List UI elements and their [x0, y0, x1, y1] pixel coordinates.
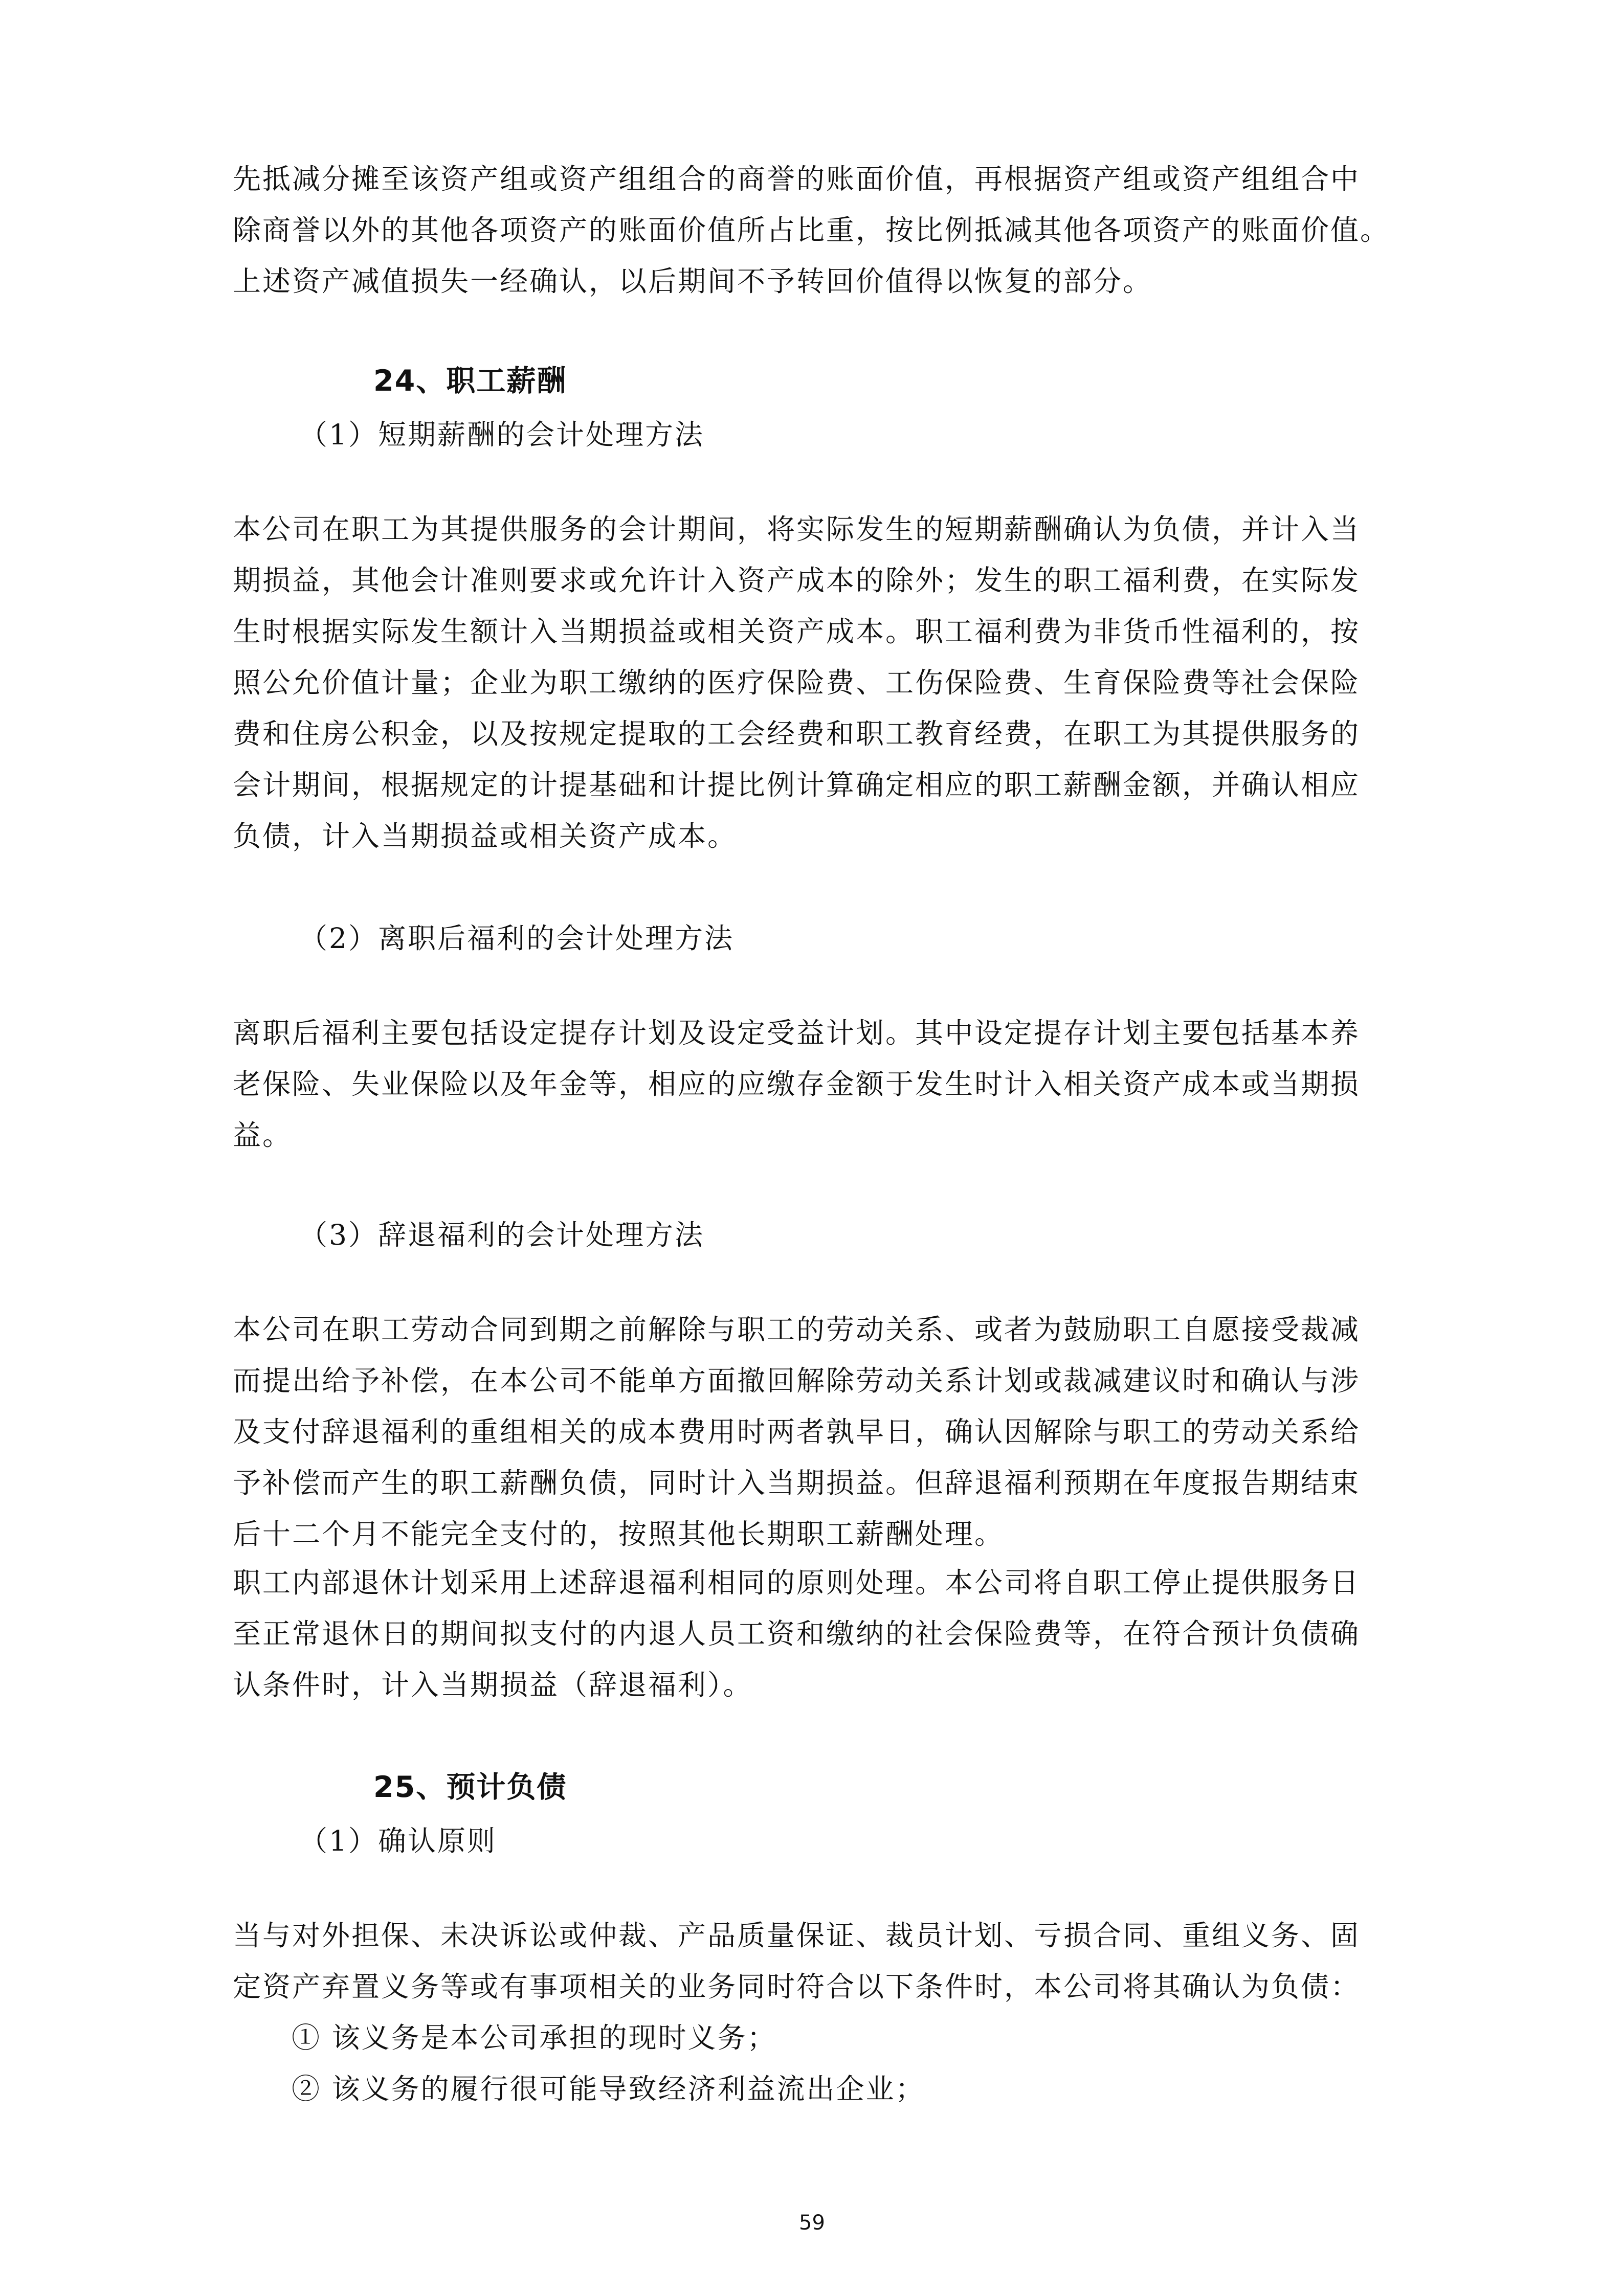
paragraph-line: 老保险、失业保险以及年金等，相应的应缴存金额于发生时计入相关资产成本或当期损 — [233, 1068, 1361, 1100]
intro-line: 上述资产减值损失一经确认，以后期间不予转回价值得以恢复的部分。 — [233, 265, 1153, 298]
paragraph-line: 益。 — [233, 1119, 293, 1152]
section-24-sub-3: （3）辞退福利的会计处理方法 — [299, 1219, 704, 1251]
list-item: ① 该义务是本公司承担的现时义务； — [292, 2021, 777, 2054]
list-item: ② 该义务的履行很可能导致经济利益流出企业； — [292, 2073, 925, 2105]
paragraph-line: 费和住房公积金，以及按规定提取的工会经费和职工教育经费，在职工为其提供服务的 — [233, 717, 1361, 750]
paragraph-line: 照公允价值计量；企业为职工缴纳的医疗保险费、工伤保险费、生育保险费等社会保险 — [233, 666, 1361, 699]
section-24-sub-2: （2）离职后福利的会计处理方法 — [299, 922, 734, 955]
paragraph-line: 认条件时，计入当期损益（辞退福利）。 — [233, 1669, 753, 1701]
page-number: 59 — [799, 2211, 825, 2235]
paragraph-line: 至正常退休日的期间拟支付的内退人员工资和缴纳的社会保险费等，在符合预计负债确 — [233, 1617, 1361, 1650]
paragraph-line: 予补偿而产生的职工薪酬负债，同时计入当期损益。但辞退福利预期在年度报告期结束 — [233, 1467, 1361, 1499]
section-25-heading: 25、预计负债 — [373, 1770, 567, 1804]
paragraph-line: 定资产弃置义务等或有事项相关的业务同时符合以下条件时，本公司将其确认为负债： — [233, 1970, 1361, 2003]
paragraph-line: 离职后福利主要包括设定提存计划及设定受益计划。其中设定提存计划主要包括基本养 — [233, 1017, 1361, 1049]
paragraph-line: 本公司在职工为其提供服务的会计期间，将实际发生的短期薪酬确认为负债，并计入当 — [233, 513, 1361, 546]
paragraph-line: 而提出给予补偿，在本公司不能单方面撤回解除劳动关系计划或裁减建议时和确认与涉 — [233, 1364, 1361, 1397]
paragraph-line: 生时根据实际发生额计入当期损益或相关资产成本。职工福利费为非货币性福利的，按 — [233, 615, 1361, 648]
paragraph-line: 及支付辞退福利的重组相关的成本费用时两者孰早日，确认因解除与职工的劳动关系给 — [233, 1415, 1361, 1448]
paragraph-line: 当与对外担保、未决诉讼或仲裁、产品质量保证、裁员计划、亏损合同、重组义务、固 — [233, 1919, 1361, 1952]
paragraph-line: 职工内部退休计划采用上述辞退福利相同的原则处理。本公司将自职工停止提供服务日 — [233, 1566, 1361, 1599]
paragraph-line: 后十二个月不能完全支付的，按照其他长期职工薪酬处理。 — [233, 1518, 1005, 1550]
paragraph-line: 期损益，其他会计准则要求或允许计入资产成本的除外；发生的职工福利费，在实际发 — [233, 564, 1361, 597]
section-24-heading: 24、职工薪酬 — [373, 364, 567, 398]
section-25-sub-1: （1）确认原则 — [299, 1825, 497, 1857]
paragraph-line: 会计期间，根据规定的计提基础和计提比例计算确定相应的职工薪酬金额，并确认相应 — [233, 769, 1361, 801]
paragraph-line: 负债，计入当期损益或相关资产成本。 — [233, 820, 738, 852]
section-24-sub-1: （1）短期薪酬的会计处理方法 — [299, 418, 704, 451]
intro-line: 先抵减分摊至该资产组或资产组组合的商誉的账面价值，再根据资产组或资产组组合中 — [233, 163, 1361, 195]
intro-line: 除商誉以外的其他各项资产的账面价值所占比重，按比例抵减其他各项资产的账面价值。 — [233, 214, 1390, 246]
paragraph-line: 本公司在职工劳动合同到期之前解除与职工的劳动关系、或者为鼓励职工自愿接受裁减 — [233, 1313, 1361, 1346]
